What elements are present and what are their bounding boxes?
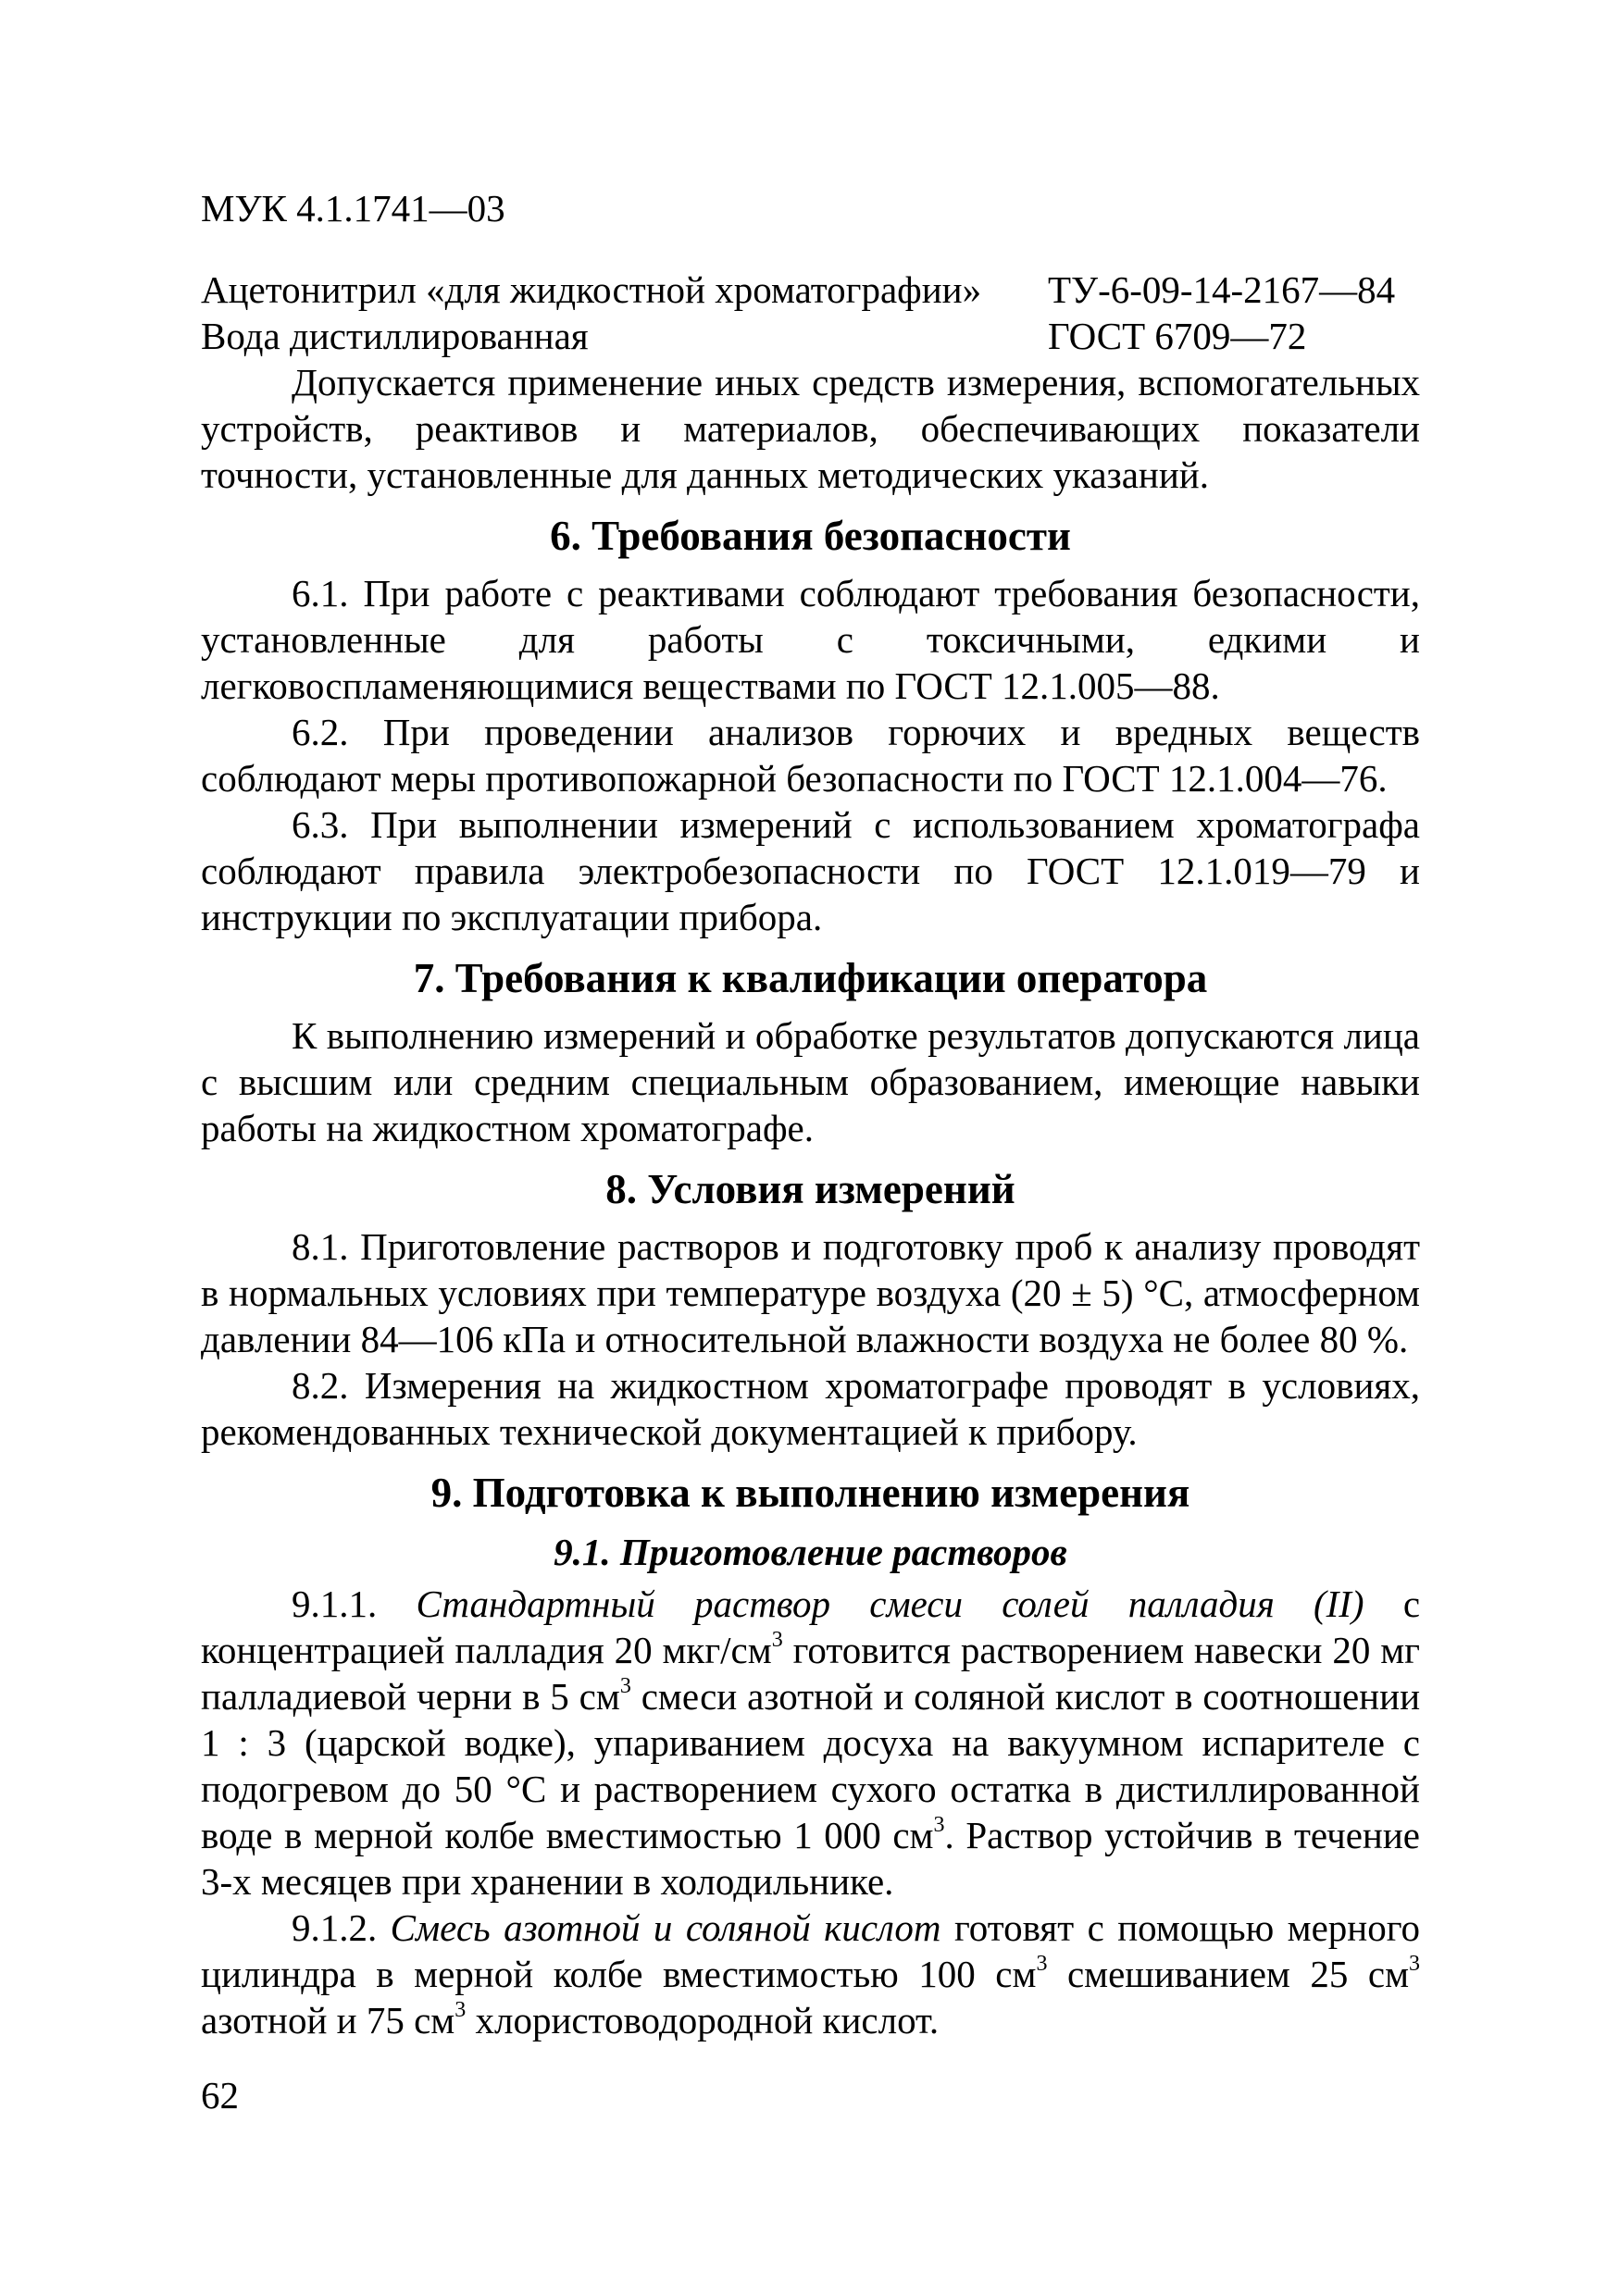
italic-term: Стандартный раствор смеси солей палладия (II) (416, 1582, 1364, 1625)
subsection-9-1-heading: 9.1. Приготовление растворов (554, 1531, 1067, 1573)
section-8-heading: 8. Условия измерений (605, 1166, 1015, 1212)
superscript: 3 (1036, 1952, 1048, 1977)
section-9-heading: 9. Подготовка к выполнению измерения (430, 1470, 1190, 1516)
reagent-row (201, 313, 1420, 359)
superscript: 3 (933, 1813, 945, 1838)
page-number: 62 (201, 2074, 239, 2116)
reagent-standard: ТУ-6-09-14-2167—84 (1048, 268, 1396, 311)
paragraph-6-1: 6.1. При работе с реактивами соблюдают требования безопасности, установленные для работы с токсичными, едкими и легковоспламеняющимися веществами по ГОСТ 12.1.005—88. (201, 572, 1420, 707)
document-code: МУК 4.1.1741—03 (201, 187, 505, 230)
superscript: 3 (455, 1998, 467, 2023)
reagent-row (201, 267, 1420, 313)
paragraph-9-1-1: 9.1.1. Стандартный раствор смеси солей палладия (II) с концентрацией палладия 20 мкг/$см^3$ готовится растворением навески 20 мг палладиевой черни в 5 $см^3$ смеси азотной и соляной кислот в соотношении 1 : 3 (царской водке), упариванием досуха на вакуумном испарителе с подогревом до 50 °С и растворением сухого остатка в дистиллированной воде в мерной колбе вместимостью 1 000 $см^3$. Раствор устойчив в течение 3-х месяцев при хранении в холодильнике. (201, 1582, 1421, 1903)
paragraph-9-1-2: 9.1.2. Смесь азотной и соляной кислот готовят с помощью мерного цилиндра в мерной колбе вместимостью 100 $см^3$ смешиванием 25 $см^3$ азотной и 75 $см^3$ хлористоводородной кислот. (201, 1906, 1421, 2042)
intro-paragraph: Допускается применение иных средств измерения, вспомогательных устройств, реактивов и материалов, обеспечивающих показатели точности, установленные для данных методических указаний. (201, 361, 1420, 496)
paragraph-6-3: 6.3. При выполнении измерений с использованием хроматографа соблюдают правила электробезопасности по ГОСТ 12.1.019—79 и инструкции по эксплуатации прибора. (201, 803, 1420, 938)
document-page (201, 185, 1420, 2043)
superscript: 3 (619, 1674, 631, 1699)
clause-number: 9.1.1. (292, 1582, 378, 1625)
superscript: 3 (1409, 1952, 1421, 1977)
superscript: 3 (771, 1628, 783, 1653)
section-7-heading: 7. Требования к квалификации оператора (413, 955, 1208, 1001)
paragraph-7: К выполнению измерений и обработке результатов допускаются лица с высшим или средним специальным образованием, имеющие навыки работы на жидкостном хроматографе. (201, 1014, 1420, 1149)
paragraph-8-2: 8.2. Измерения на жидкостном хроматографе проводят в условиях, рекомендованных технической документацией к прибору. (201, 1364, 1420, 1453)
reagent-standard: ГОСТ 6709—72 (1048, 315, 1307, 357)
clause-number: 9.1.2. (292, 1906, 378, 1949)
reagent-name: Вода дистиллированная (201, 315, 589, 357)
paragraph-6-2: 6.2. При проведении анализов горючих и вредных веществ соблюдают меры противопожарной безопасности по ГОСТ 12.1.004—76. (201, 711, 1420, 800)
italic-term: Смесь азотной и соляной кислот (390, 1906, 941, 1949)
paragraph-8-1: 8.1. Приготовление растворов и подготовку проб к анализу проводят в нормальных условиях при температуре воздуха (20 ± 5) °С, атмосферном давлении 84—106 кПа и относительной влажности воздуха не более 80 %. (201, 1225, 1420, 1360)
section-6-heading: 6. Требования безопасности (550, 513, 1071, 559)
reagent-name: Ацетонитрил «для жидкостной хроматографии» (201, 268, 982, 311)
